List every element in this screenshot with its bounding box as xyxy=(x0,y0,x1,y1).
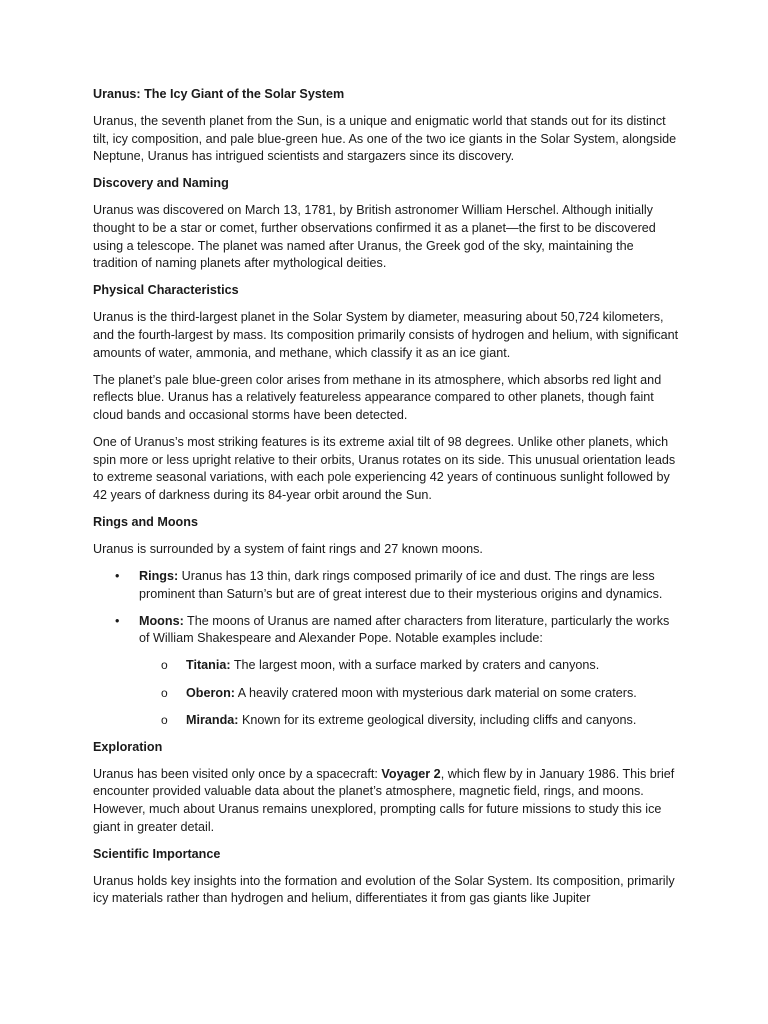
spacecraft-name: Voyager 2 xyxy=(381,766,441,781)
list-item-miranda xyxy=(93,712,679,730)
bullet-icon: • xyxy=(115,569,120,584)
list-item-titania xyxy=(93,657,679,675)
discovery-paragraph: Uranus was discovered on March 13, 1781, by British astronomer William Herschel. Although initially thought to be a star or comet, further observations confirmed it as a planet—the first to be discovered using a telescope. The planet was named after Uranus, the Greek god of the sky, maintaining the tradition of naming planets after mythological deities. xyxy=(93,203,656,271)
rings-moons-list xyxy=(93,568,679,648)
rings-label: Rings: xyxy=(139,569,179,584)
moon-description: A heavily cratered moon with mysterious dark material on some craters. xyxy=(234,685,637,700)
moons-text: The moons of Uranus are named after characters from literature, particularly the works of William Shakespeare and Alexander Pope. Notable examples include: xyxy=(139,613,670,646)
moon-name: Titania: xyxy=(186,658,231,673)
moon-name: Miranda: xyxy=(186,712,239,727)
section-heading-rings-moons: Rings and Moons xyxy=(93,514,198,529)
moons-sublist xyxy=(93,657,679,729)
section-heading-discovery: Discovery and Naming xyxy=(93,176,229,191)
document-page xyxy=(93,86,679,917)
section-heading-scientific: Scientific Importance xyxy=(93,846,221,861)
list-item-oberon xyxy=(93,685,679,703)
physical-paragraph-2: The planet’s pale blue-green color arises from methane in its atmosphere, which absorbs red light and reflects blue. Uranus has a relatively featureless appearance compared to other planets, though faint cloud bands and occasional storms have been detected. xyxy=(93,372,662,422)
bullet-icon: • xyxy=(115,613,120,628)
rings-moons-intro: Uranus is surrounded by a system of faint rings and 27 known moons. xyxy=(93,541,483,556)
intro-paragraph: Uranus, the seventh planet from the Sun, is a unique and enigmatic world that stands out for its distinct tilt, icy composition, and pale blue-green hue. As one of the two ice giants in the Solar System, alongside Neptune, Uranus has intrigued scientists and stargazers since its discovery. xyxy=(93,114,677,164)
exploration-text-before: Uranus has been visited only once by a spacecraft: xyxy=(93,766,382,781)
section-heading-physical: Physical Characteristics xyxy=(93,283,239,298)
sub-bullet-icon: o xyxy=(161,658,168,673)
moon-description: The largest moon, with a surface marked by craters and canyons. xyxy=(230,658,600,673)
sub-bullet-icon: o xyxy=(161,712,168,727)
moon-description: Known for its extreme geological diversity, including cliffs and canyons. xyxy=(238,712,637,727)
physical-paragraph-1: Uranus is the third-largest planet in the Solar System by diameter, measuring about 50,724 kilometers, and the fourth-largest by mass. Its composition primarily consists of hydrogen and helium, with significant amounts of water, ammonia, and methane, which classify it as an ice giant. xyxy=(93,310,679,360)
document-title: Uranus: The Icy Giant of the Solar System xyxy=(93,87,345,101)
list-item-moons xyxy=(93,613,679,648)
moons-label: Moons: xyxy=(139,613,184,628)
rings-text: Uranus has 13 thin, dark rings composed primarily of ice and dust. The rings are less prominent than Saturn’s but are of great interest due to their mysterious origins and dynamics. xyxy=(139,569,663,601)
list-item-rings xyxy=(93,568,679,603)
scientific-paragraph: Uranus holds key insights into the formation and evolution of the Solar System. Its composition, primarily icy materials rather than hydrogen and helium, differentiates it from gas giants like Jupiter xyxy=(93,873,675,906)
section-heading-exploration: Exploration xyxy=(93,739,163,754)
sub-bullet-icon: o xyxy=(161,685,168,700)
exploration-paragraph xyxy=(93,766,679,836)
physical-paragraph-3: One of Uranus’s most striking features is its extreme axial tilt of 98 degrees. Unlike other planets, which spin more or less upright relative to their orbits, Uranus rotates on its side. This unusual orientation leads to extreme seasonal variations, with each pole experiencing 42 years of continuous sunlight followed by 42 years of darkness during its 84-year orbit around the Sun. xyxy=(93,435,676,502)
moon-name: Oberon: xyxy=(186,685,235,700)
exploration-text-after: , which flew by in January 1986. This brief encounter provided valuable data about the planet’s atmosphere, magnetic field, rings, and moons. However, much about Uranus remains unexplored, prompting calls for future missions to study this ice giant in greater detail. xyxy=(93,766,675,834)
